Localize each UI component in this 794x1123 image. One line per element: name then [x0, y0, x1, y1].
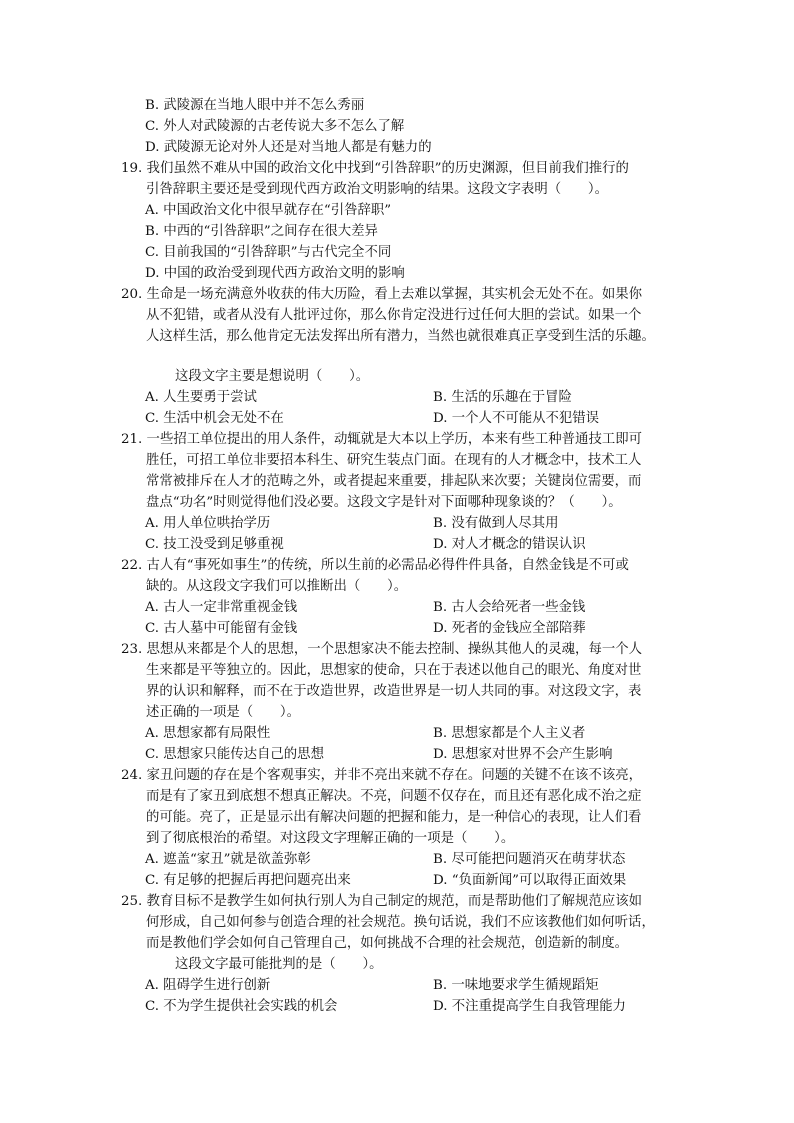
- q23-stem-line: 界的认识和解释，而不在于改造世界，改造世界是一切人共同的事。对这段文字，表: [146, 684, 642, 699]
- q23-option-d: D. 思想家对世界不会产生影响: [433, 747, 613, 762]
- q24-option-d: D. “负面新闻”可以取得正面效果: [433, 873, 627, 888]
- q22-stem-line: 22. 古人有“事死如事生”的传统，所以生前的必需品必得件件具备，自然金钱是不可或: [121, 558, 629, 573]
- q22-stem-line: 缺的。从这段文字我们可以推断出（ ）。: [146, 579, 408, 594]
- q23-option-b: B. 思想家都是个人主义者: [433, 726, 586, 741]
- q24-stem-line: 的可能。亮了，正是显示出有解决问题的把握和能力，是一种信心的表现，让人们看: [146, 810, 642, 825]
- q23-stem-line: 生来都是平等独立的。因此，思想家的使命，只在于表述以他自己的眼光、角度对世: [146, 663, 642, 678]
- q22-option-b: B. 古人会给死者一些金钱: [433, 600, 586, 615]
- q19-option-d: D. 中国的政治受到现代西方政治文明的影响: [145, 266, 405, 281]
- q22-option-d: D. 死者的金钱应全部陪葬: [433, 621, 586, 636]
- q20-option-a: A. 人生要勇于尝试: [145, 390, 257, 405]
- q22-option-a: A. 古人一定非常重视金钱: [145, 600, 298, 615]
- q25-stem-line: 何形成，自己如何参与创造合理的社会规范。换句话说，我们不应该教他们如何听话，: [146, 915, 655, 930]
- q21-option-d: D. 对人才概念的错误认识: [433, 537, 586, 552]
- q21-option-c: C. 技工没受到足够重视: [145, 537, 284, 552]
- q25-option-b: B. 一味地要求学生循规蹈矩: [433, 978, 599, 993]
- q24-stem-line: 到了彻底根治的希望。对这段文字理解正确的一项是（ ）。: [146, 831, 515, 846]
- q19-stem-line: 引咎辞职主要还是受到现代西方政治文明影响的结果。这段文字表明（ ）。: [146, 182, 608, 197]
- q18-option-d: D. 武陵源无论对外人还是对当地人都是有魅力的: [145, 140, 432, 155]
- q21-stem-line: 胜任，可招工单位非要招本科生、研究生装点门面。在现有的人才概念中，技术工人: [146, 453, 642, 468]
- q20-option-d: D. 一个人不可能从不犯错误: [433, 411, 600, 426]
- q23-option-c: C. 思想家只能传达自己的思想: [145, 747, 324, 762]
- q21-stem-line: 盘点“功名”时则觉得他们没必要。这段文字是针对下面哪种现象谈的？（ ）。: [146, 495, 622, 510]
- q25-option-c: C. 不为学生提供社会实践的机会: [145, 999, 338, 1014]
- q24-option-a: A. 遮盖“家丑”就是欲盖弥彰: [145, 852, 311, 867]
- q25-prompt: 这段文字最可能批判的是（ ）。: [175, 957, 383, 972]
- q21-stem-line: 21. 一些招工单位提出的用人条件，动辄就是大本以上学历，本来有些工种普通技工即可: [121, 432, 643, 447]
- q20-option-c: C. 生活中机会无处不在: [145, 411, 284, 426]
- q23-option-a: A. 思想家都有局限性: [145, 726, 271, 741]
- q24-stem-line: 而是有了家丑到底想不想真正解决。不亮，问题不仅存在，而且还有恶化成不治之症: [146, 789, 642, 804]
- q25-option-a: A. 阻碍学生进行创新: [145, 978, 271, 993]
- q19-option-b: B. 中西的“引咎辞职”之间存在很大差异: [145, 224, 378, 239]
- q18-option-c: C. 外人对武陵源的古老传说大多不怎么了解: [145, 119, 405, 134]
- q21-option-a: A. 用人单位哄抬学历: [145, 516, 271, 531]
- q20-stem-line: 20. 生命是一场充满意外收获的伟大历险，看上去难以掌握，其实机会无处不在。如果你: [121, 287, 643, 302]
- q25-option-d: D. 不注重提高学生自我管理能力: [433, 999, 626, 1014]
- q19-option-a: A. 中国政治文化中很早就存在“引咎辞职”: [145, 203, 392, 218]
- q24-stem-line: 24. 家丑问题的存在是个客观事实，并非不亮出来就不存在。问题的关键不在该不该亮，: [121, 768, 643, 783]
- q24-option-c: C. 有足够的把握后再把问题亮出来: [145, 873, 351, 888]
- q20-option-b: B. 生活的乐趣在于冒险: [433, 390, 572, 405]
- q19-option-c: C. 目前我国的“引咎辞职”与古代完全不同: [145, 245, 392, 260]
- q20-prompt: 这段文字主要是想说明（ ）。: [175, 369, 370, 384]
- q24-option-b: B. 尽可能把问题消灭在萌芽状态: [433, 852, 626, 867]
- q21-stem-line: 常常被排斥在人才的范畴之外，或者提起来重要，排起队来次要；关键岗位需要，而: [146, 474, 642, 489]
- q25-stem-line: 而是教他们学会如何自己管理自己，如何挑战不合理的社会规范，创造新的制度。: [146, 936, 629, 951]
- q23-stem-line: 23. 思想从来都是个人的思想，一个思想家决不能去控制、操纵其他人的灵魂，每一个人: [121, 642, 643, 657]
- q25-stem-line: 25. 教育目标不是教学生如何执行别人为自己制定的规范，而是帮助他们了解规范应该如: [121, 894, 643, 909]
- q22-option-c: C. 古人墓中可能留有金钱: [145, 621, 298, 636]
- q21-option-b: B. 没有做到人尽其用: [433, 516, 559, 531]
- q20-stem-line: 人这样生活，那么他肯定无法发挥出所有潜力，当然也就很难真正享受到生活的乐趣。: [146, 329, 655, 344]
- q23-stem-line: 述正确的一项是（ ）。: [146, 705, 300, 720]
- q20-stem-line: 从不犯错，或者从没有人批评过你，那么你肯定没进行过任何大胆的尝试。如果一个: [146, 308, 642, 323]
- q19-stem-line: 19. 我们虽然不难从中国的政治文化中找到“引咎辞职”的历史渊源，但目前我们推行的: [121, 161, 629, 176]
- q18-option-b: B. 武陵源在当地人眼中并不怎么秀丽: [145, 98, 365, 113]
